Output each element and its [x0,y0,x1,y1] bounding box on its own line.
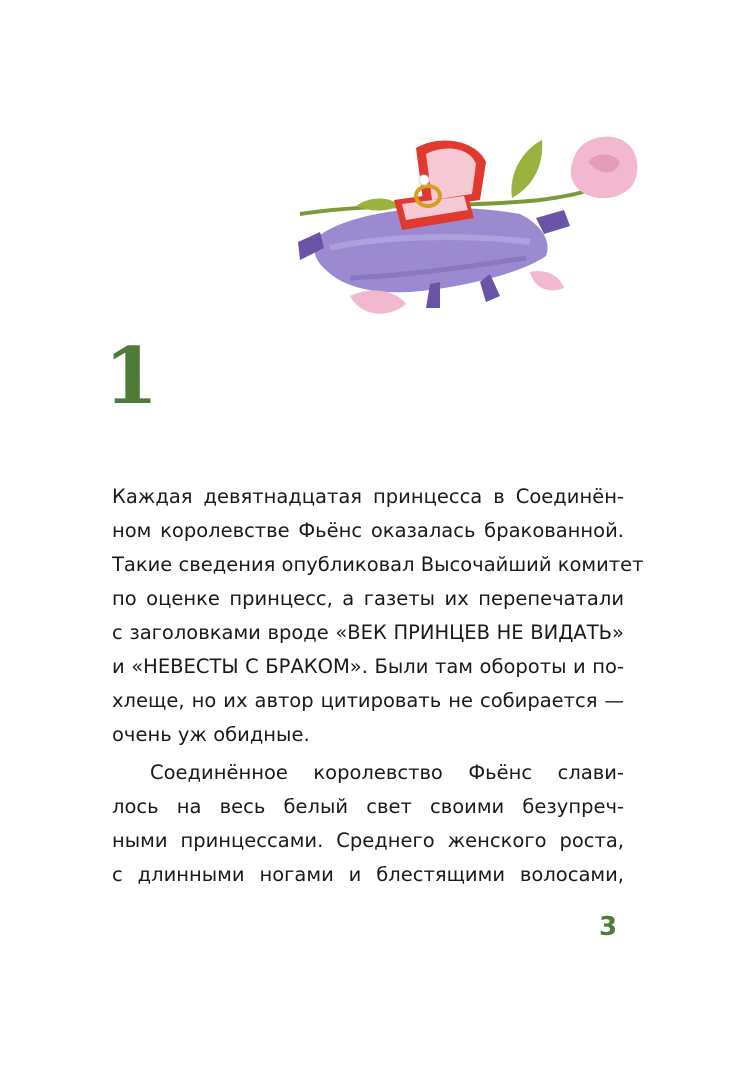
text-line: по оценке принцесс, а газеты их перепечатали [112,587,624,610]
text-line: очень уж обидные. [112,723,310,746]
text-line: Соединённое королевство Фьёнс слави- [150,761,624,784]
text-line: с заголовками вроде «ВЕК ПРИНЦЕВ НЕ ВИДАТЬ» [112,621,624,644]
text-line: с длинными ногами и блестящими волосами, [112,863,624,886]
text-line: Каждая девятнадцатая принцесса в Соединён- [112,485,624,508]
body-text [112,480,644,892]
paragraph [112,480,644,752]
paragraph [112,756,624,892]
text-line: хлеще, но их автор цитировать не собирается — [112,689,624,712]
text-line: лось на весь белый свет своими безупреч- [112,795,624,818]
page-number: 3 [599,912,618,942]
text-line: Такие сведения опубликовал Высочайший комитет [112,553,644,576]
text-line: и «НЕВЕСТЫ С БРАКОМ». Были там обороты и по- [112,655,624,678]
chapter-number: 1 [104,331,159,422]
ring-box-on-pillow-with-rose-icon [290,118,650,338]
text-line: ном королевстве Фьёнс оказалась бракованной. [112,519,624,542]
text-line: ными принцессами. Среднего женского роста, [112,829,624,852]
